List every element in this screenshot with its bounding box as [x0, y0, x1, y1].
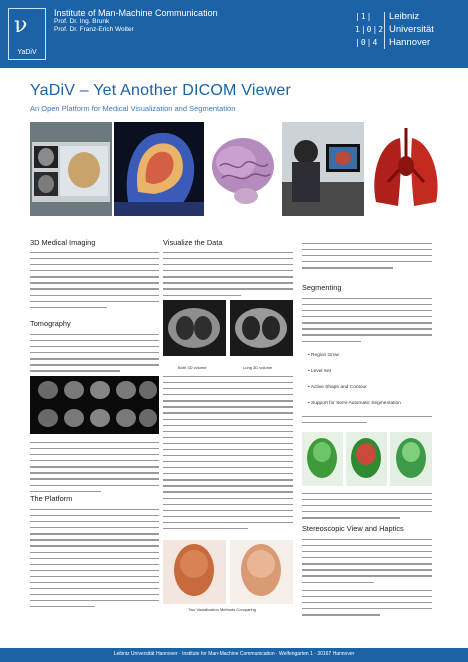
brain-rendering-image — [206, 122, 280, 216]
luh-name-line: Hannover — [389, 37, 431, 48]
body-text-lines — [302, 416, 432, 428]
body-text-lines — [302, 539, 432, 588]
professor-line: Prof. Dr. Ing. Brunk — [54, 18, 110, 25]
yadiv-logo — [8, 8, 46, 60]
yadiv-logo-word: YaDiV — [17, 49, 37, 56]
yadiv-logo-mark: ν — [14, 13, 28, 38]
luh-glyph-row: |0|4 — [355, 38, 379, 47]
footer-bar — [0, 648, 468, 662]
professor-line: Prof. Dr. Franz-Erich Wolter — [54, 26, 134, 33]
section-heading: Tomography — [30, 319, 71, 328]
body-text-lines — [30, 334, 159, 377]
segmentation-method-bullet: • Support for Semi-Automatic Segmentation — [308, 401, 401, 406]
section-heading: Stereoscopic View and Haptics — [302, 524, 404, 533]
body-text-lines — [163, 376, 293, 534]
luh-name-line: Leibniz — [389, 11, 420, 22]
body-text-lines — [30, 252, 159, 313]
institute-block — [54, 8, 218, 34]
institute-name: Institute of Man-Machine Communication — [54, 8, 218, 18]
ct-scans-figure — [163, 300, 293, 363]
figure-caption: Two Visualization Methods Comparing — [188, 607, 256, 612]
luh-glyph-row: 1|0|2 — [355, 25, 385, 34]
user-at-workstation-image — [282, 122, 364, 216]
poster-subtitle: An Open Platform for Medical Visualization and Segmentation — [30, 104, 236, 113]
photo-strip — [30, 122, 445, 216]
body-text-lines — [302, 243, 432, 273]
section-heading: Segmenting — [302, 283, 342, 292]
body-text-lines — [302, 590, 432, 620]
sagittal-head-volume-image — [114, 122, 204, 216]
segmentation-method-bullet: • Active Shape and Contour — [308, 385, 367, 390]
body-text-lines — [30, 442, 159, 497]
luh-glyph-row: |1| — [355, 12, 373, 21]
software-screenshot-image — [30, 122, 112, 216]
segmentation-method-bullet: • Region Grow — [308, 353, 340, 358]
luh-logo-divider — [384, 12, 385, 49]
segmentation-method-bullet: • Level Set — [308, 369, 332, 374]
poster-title: YaDiV – Yet Another DICOM Viewer — [30, 82, 292, 99]
header-bar — [0, 0, 468, 68]
figure-caption: Lung 3D volume — [243, 365, 273, 370]
luh-name — [389, 10, 434, 49]
body-text-lines — [30, 509, 159, 612]
segmented-heads-figure — [302, 432, 432, 486]
body-text-lines — [163, 252, 293, 301]
lung-vessel-rendering-image — [366, 122, 445, 216]
body-text-lines — [302, 298, 432, 347]
body-text-lines — [302, 493, 432, 523]
head-renderings-figure — [163, 540, 293, 604]
section-heading: 3D Medical Imaging — [30, 238, 96, 247]
section-heading: The Platform — [30, 494, 73, 503]
figure-caption: Both 3D volume — [178, 365, 207, 370]
luh-name-line: Universität — [389, 24, 434, 35]
footer-text: Leibniz Universität Hannover · Institute for Man-Machine Communication · Welfengarten 1 · 30167 Hannover — [113, 651, 355, 657]
ct-slice-strip-image — [30, 376, 159, 434]
section-heading: Visualize the Data — [163, 238, 223, 247]
luh-logo-glyphs — [355, 10, 383, 49]
